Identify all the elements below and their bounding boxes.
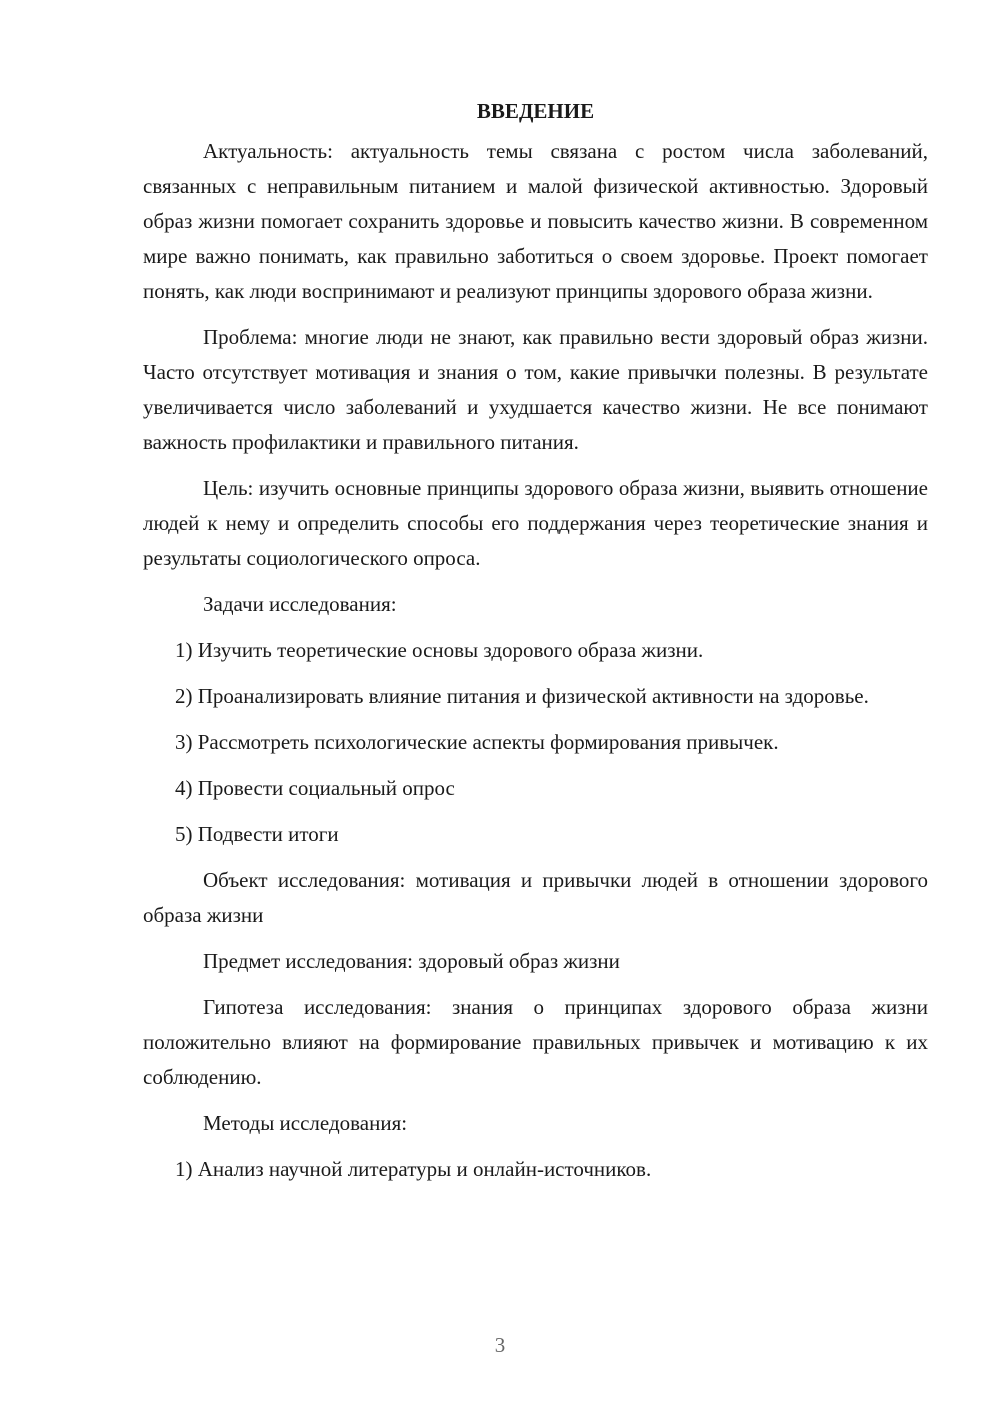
task-item-5: 5) Подвести итоги: [175, 822, 339, 846]
paragraph-hypothesis: Гипотеза исследования: знания о принципах здорового образа жизни положительно влияют на формирование правильных привычек и мотивацию к их соблюдению.: [143, 995, 928, 1089]
paragraph-relevance: Актуальность: актуальность темы связана с ростом числа заболеваний, связанных с неправильным питанием и малой физической активностью. Здоровый образ жизни помогает сохранить здоровье и повысить качество жизни. В современном мире важно понимать, как правильно заботиться о своем здоровье. Проект помогает понять, как люди воспринимают и реализуют принципы здорового образа жизни.: [143, 139, 928, 303]
tasks-heading: Задачи исследования:: [203, 592, 397, 616]
methods-heading: Методы исследования:: [203, 1111, 408, 1135]
paragraph-subject: Предмет исследования: здоровый образ жизни: [203, 949, 620, 973]
paragraph-object: Объект исследования: мотивация и привычки людей в отношении здорового образа жизни: [143, 868, 928, 927]
paragraph-problem: Проблема: многие люди не знают, как правильно вести здоровый образ жизни. Часто отсутствует мотивация и знания о том, какие привычки полезны. В результате увеличивается число заболеваний и ухудшается качество жизни. Не все понимают важность профилактики и правильного питания.: [143, 325, 928, 454]
page-title: ВВЕДЕНИЕ: [476, 99, 595, 123]
task-item-4: 4) Провести социальный опрос: [175, 776, 455, 800]
paragraph-goal: Цель: изучить основные принципы здорового образа жизни, выявить отношение людей к нему и определить способы его поддержания через теоретические знания и результаты социологического опроса.: [143, 476, 928, 570]
task-item-3: 3) Рассмотреть психологические аспекты формирования привычек.: [175, 730, 779, 754]
document-page: [143, 96, 928, 1198]
method-item-1: 1) Анализ научной литературы и онлайн-источников.: [175, 1157, 652, 1181]
task-item-2: 2) Проанализировать влияние питания и физической активности на здоровье.: [175, 684, 869, 708]
task-item-1: 1) Изучить теоретические основы здорового образа жизни.: [175, 638, 704, 662]
page-number: 3: [494, 1333, 506, 1357]
